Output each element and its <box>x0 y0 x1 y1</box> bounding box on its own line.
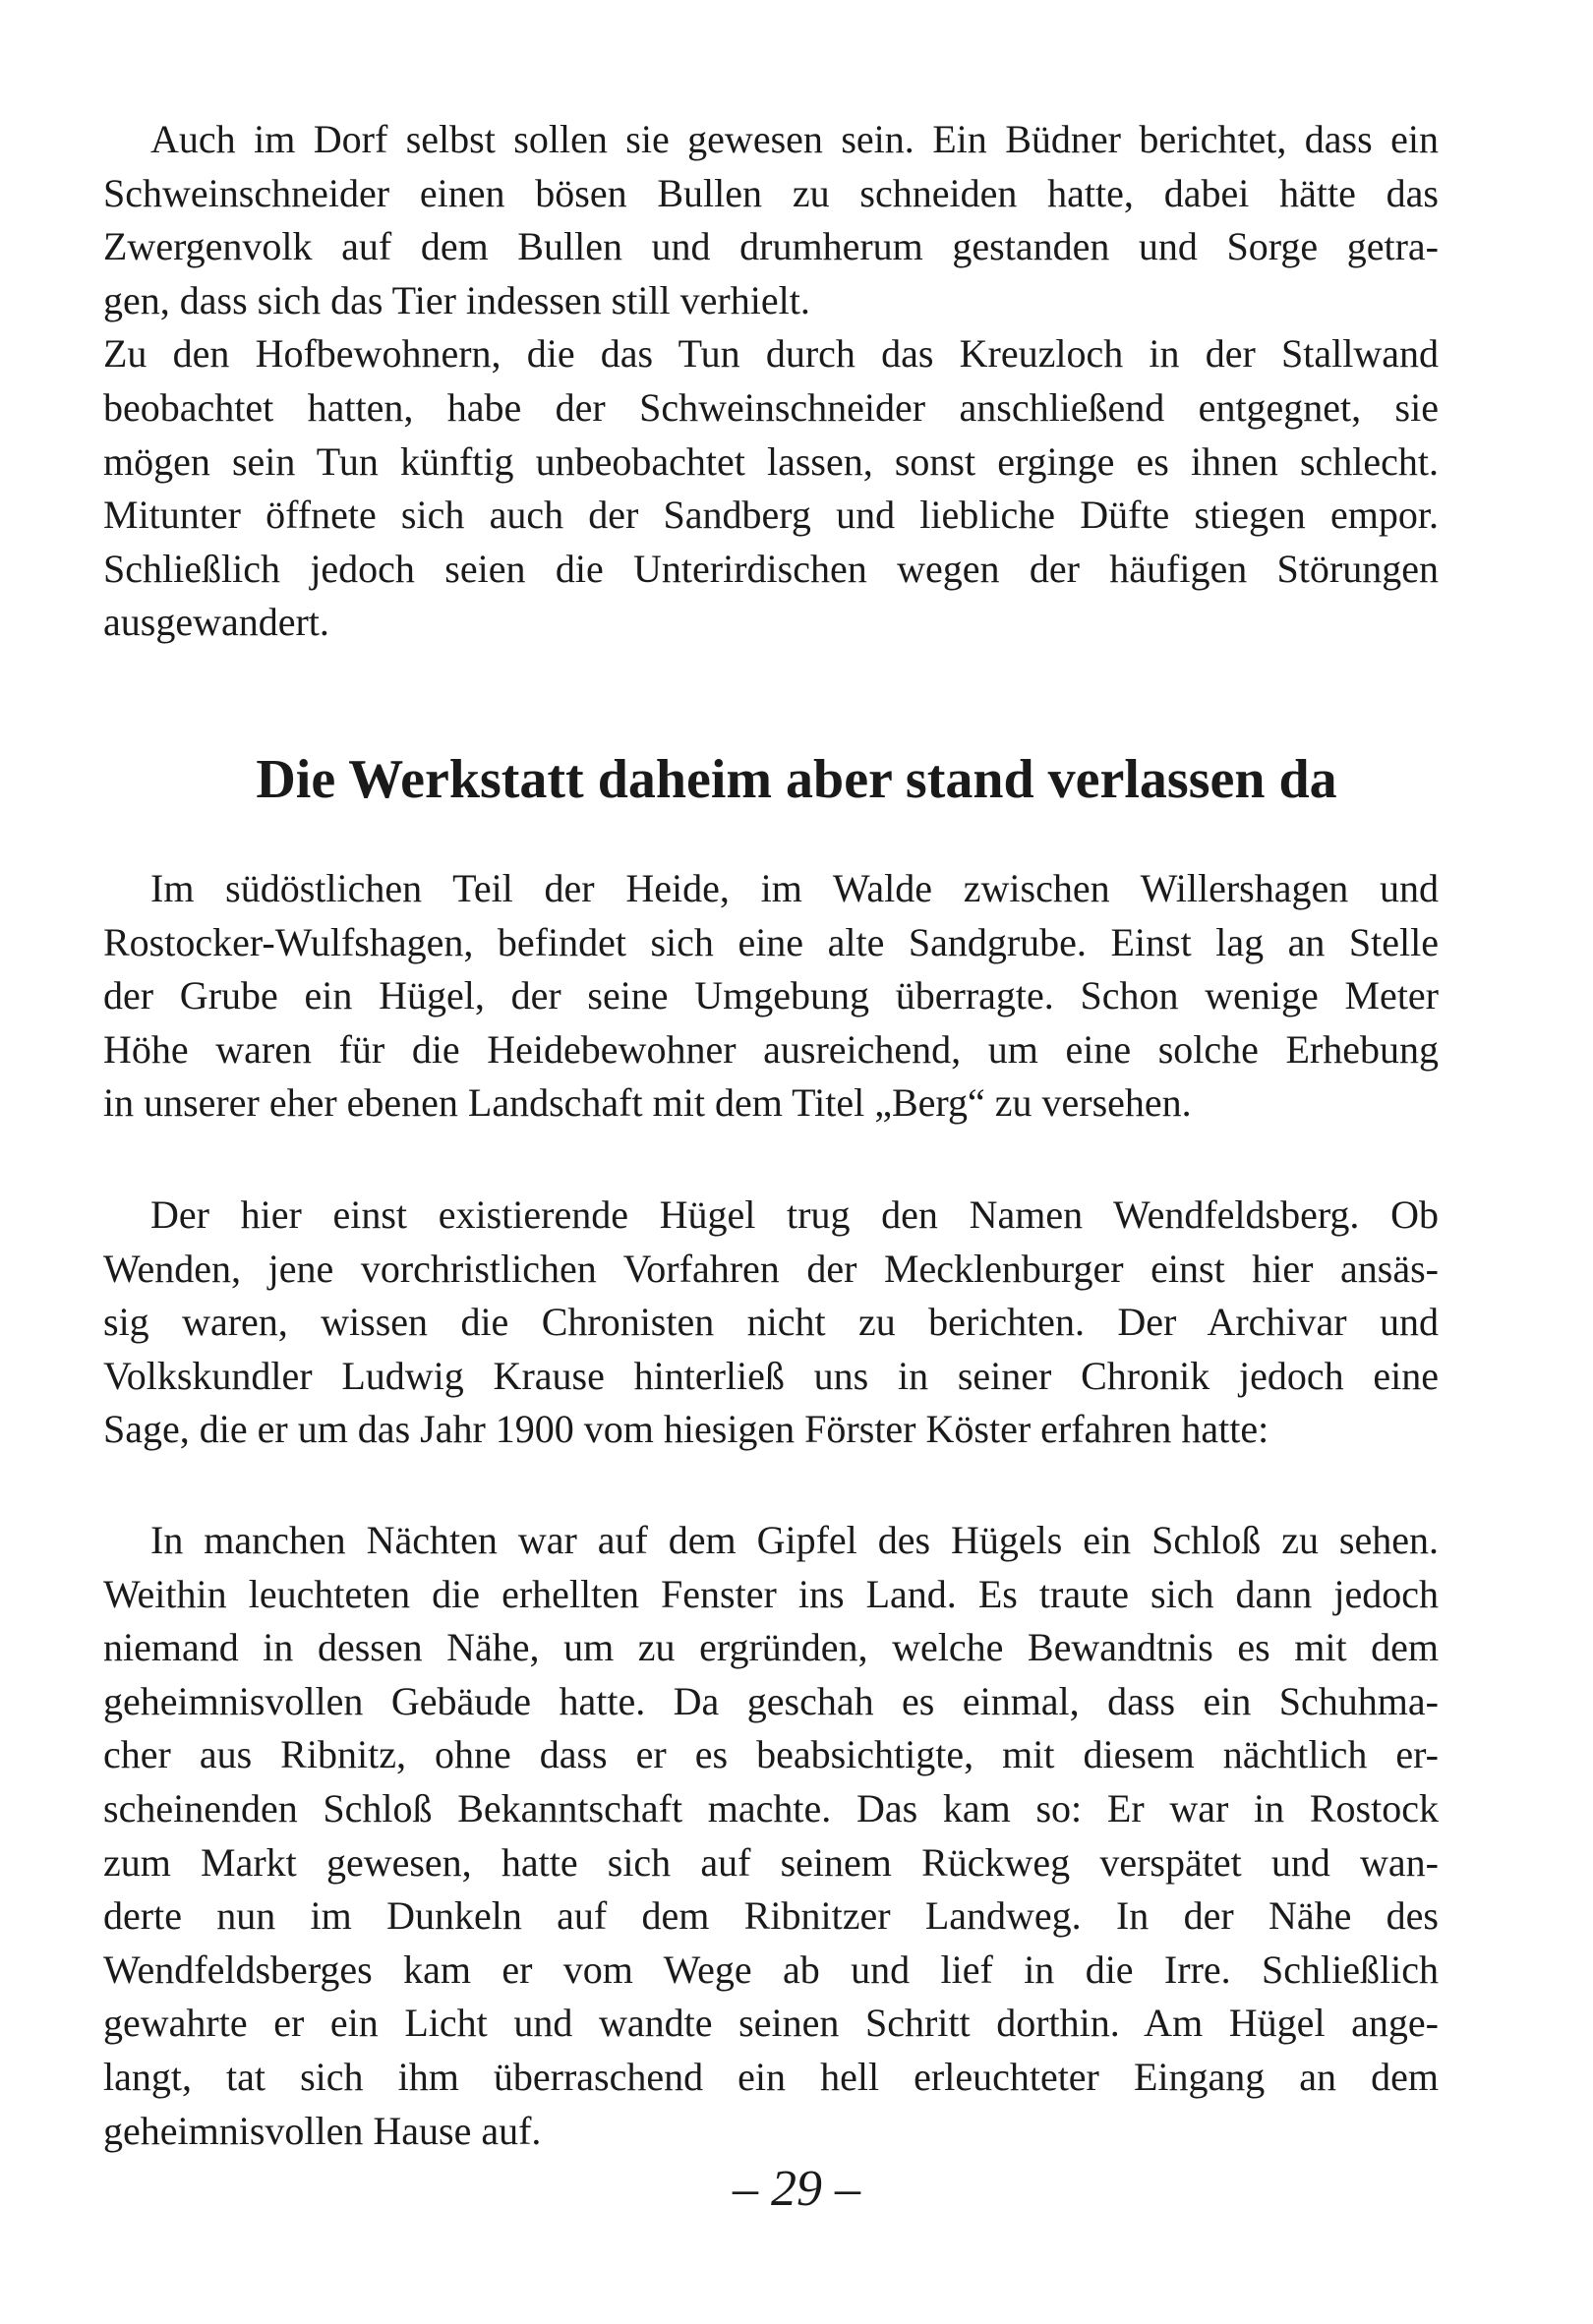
text-line: gen, dass sich das Tier indessen still verhielt. <box>103 277 810 322</box>
text-line: scheinenden Schloß Bekanntschaft machte. Das kam so: Er war in Rostock <box>103 1785 1439 1830</box>
text-line: zum Markt gewesen, hatte sich auf seinem Rückweg verspätet und wan- <box>103 1839 1439 1885</box>
text-line: langt, tat sich ihm überraschend ein hell erleuchteter Eingang an dem <box>103 2054 1439 2099</box>
text-line: Der hier einst existierende Hügel trug den Namen Wendfeldsberg. Ob <box>150 1192 1439 1237</box>
text-line: Zwergenvolk auf dem Bullen und drumherum gestanden und Sorge getra- <box>103 224 1439 269</box>
text-line: cher aus Ribnitz, ohne dass er es beabsichtigte, mit diesem nächtlich er- <box>103 1732 1439 1777</box>
text-line: Weithin leuchteten die erhellten Fenster ins Land. Es traute sich dann jedoch <box>103 1571 1439 1616</box>
text-line: sig waren, wissen die Chronisten nicht zu berichten. Der Archivar und <box>103 1300 1439 1345</box>
paragraph-sage <box>103 1514 1439 2158</box>
text-line: Wenden, jene vorchristlichen Vorfahren der Mecklenburger einst hier ansäs- <box>103 1246 1439 1291</box>
text-line: Wendfeldsberges kam er vom Wege ab und lief in die Irre. Schließlich <box>103 1946 1439 1992</box>
text-line: der Grube ein Hügel, der seine Umgebung überragte. Schon wenige Meter <box>103 973 1439 1018</box>
text-line: Im südöstlichen Teil der Heide, im Walde zwischen Willershagen und <box>150 866 1439 910</box>
text-line: niemand in dessen Nähe, um zu ergründen, welche Bewandtnis es mit dem <box>103 1625 1439 1670</box>
text-line: Sage, die er um das Jahr 1900 vom hiesigen Förster Köster erfahren hatte: <box>103 1407 1269 1452</box>
text-line: In manchen Nächten war auf dem Gipfel des Hügels ein Schloß zu sehen. <box>150 1518 1439 1562</box>
text-line: Mitunter öffnete sich auch der Sandberg und liebliche Düfte stiegen empor. <box>103 493 1439 538</box>
text-line: geheimnisvollen Hause auf. <box>103 2108 542 2153</box>
text-line: mögen sein Tun künftig unbeobachtet lassen, sonst erginge es ihnen schlecht. <box>103 438 1439 484</box>
intro-paragraph <box>103 113 1439 650</box>
text-line: geheimnisvollen Gebäude hatte. Da geschah es einmal, dass ein Schuhma- <box>103 1678 1439 1723</box>
page-number: – 29 – <box>733 2161 860 2217</box>
text-line: Volkskundler Ludwig Krause hinterließ uns in seiner Chronik jedoch eine <box>103 1353 1439 1398</box>
text-line: Rostocker-Wulfshagen, befindet sich eine alte Sandgrube. Einst lag an Stelle <box>103 919 1439 964</box>
text-line: gewahrte er ein Licht und wandte seinen Schritt dorthin. Am Hügel ange- <box>103 2001 1439 2046</box>
text-line: Zu den Hofbewohnern, die das Tun durch das Kreuzloch in der Stallwand <box>103 331 1439 377</box>
text-line: Auch im Dorf selbst sollen sie gewesen sein. Ein Büdner berichtet, dass ein <box>150 117 1439 161</box>
paragraph-sandgrube <box>103 862 1439 1131</box>
text-line: beobachtet hatten, habe der Schweinschneider anschließend entgegnet, sie <box>103 384 1439 430</box>
text-line: in unserer eher ebenen Landschaft mit dem Titel „Berg“ zu versehen. <box>103 1080 1192 1126</box>
text-line: ausgewandert. <box>103 600 329 645</box>
text-line: derte nun im Dunkeln auf dem Ribnitzer Landweg. In der Nähe des <box>103 1893 1439 1939</box>
text-line: Schließlich jedoch seien die Unterirdischen wegen der häufigen Störungen <box>103 546 1439 591</box>
section-heading: Die Werkstatt daheim aber stand verlassen da <box>256 749 1337 810</box>
text-line: Höhe waren für die Heidebewohner ausreichend, um eine solche Erhebung <box>103 1026 1439 1072</box>
paragraph-wendfeldsberg <box>103 1189 1439 1457</box>
text-line: Schweinschneider einen bösen Bullen zu schneiden hatte, dabei hätte das <box>103 170 1439 215</box>
